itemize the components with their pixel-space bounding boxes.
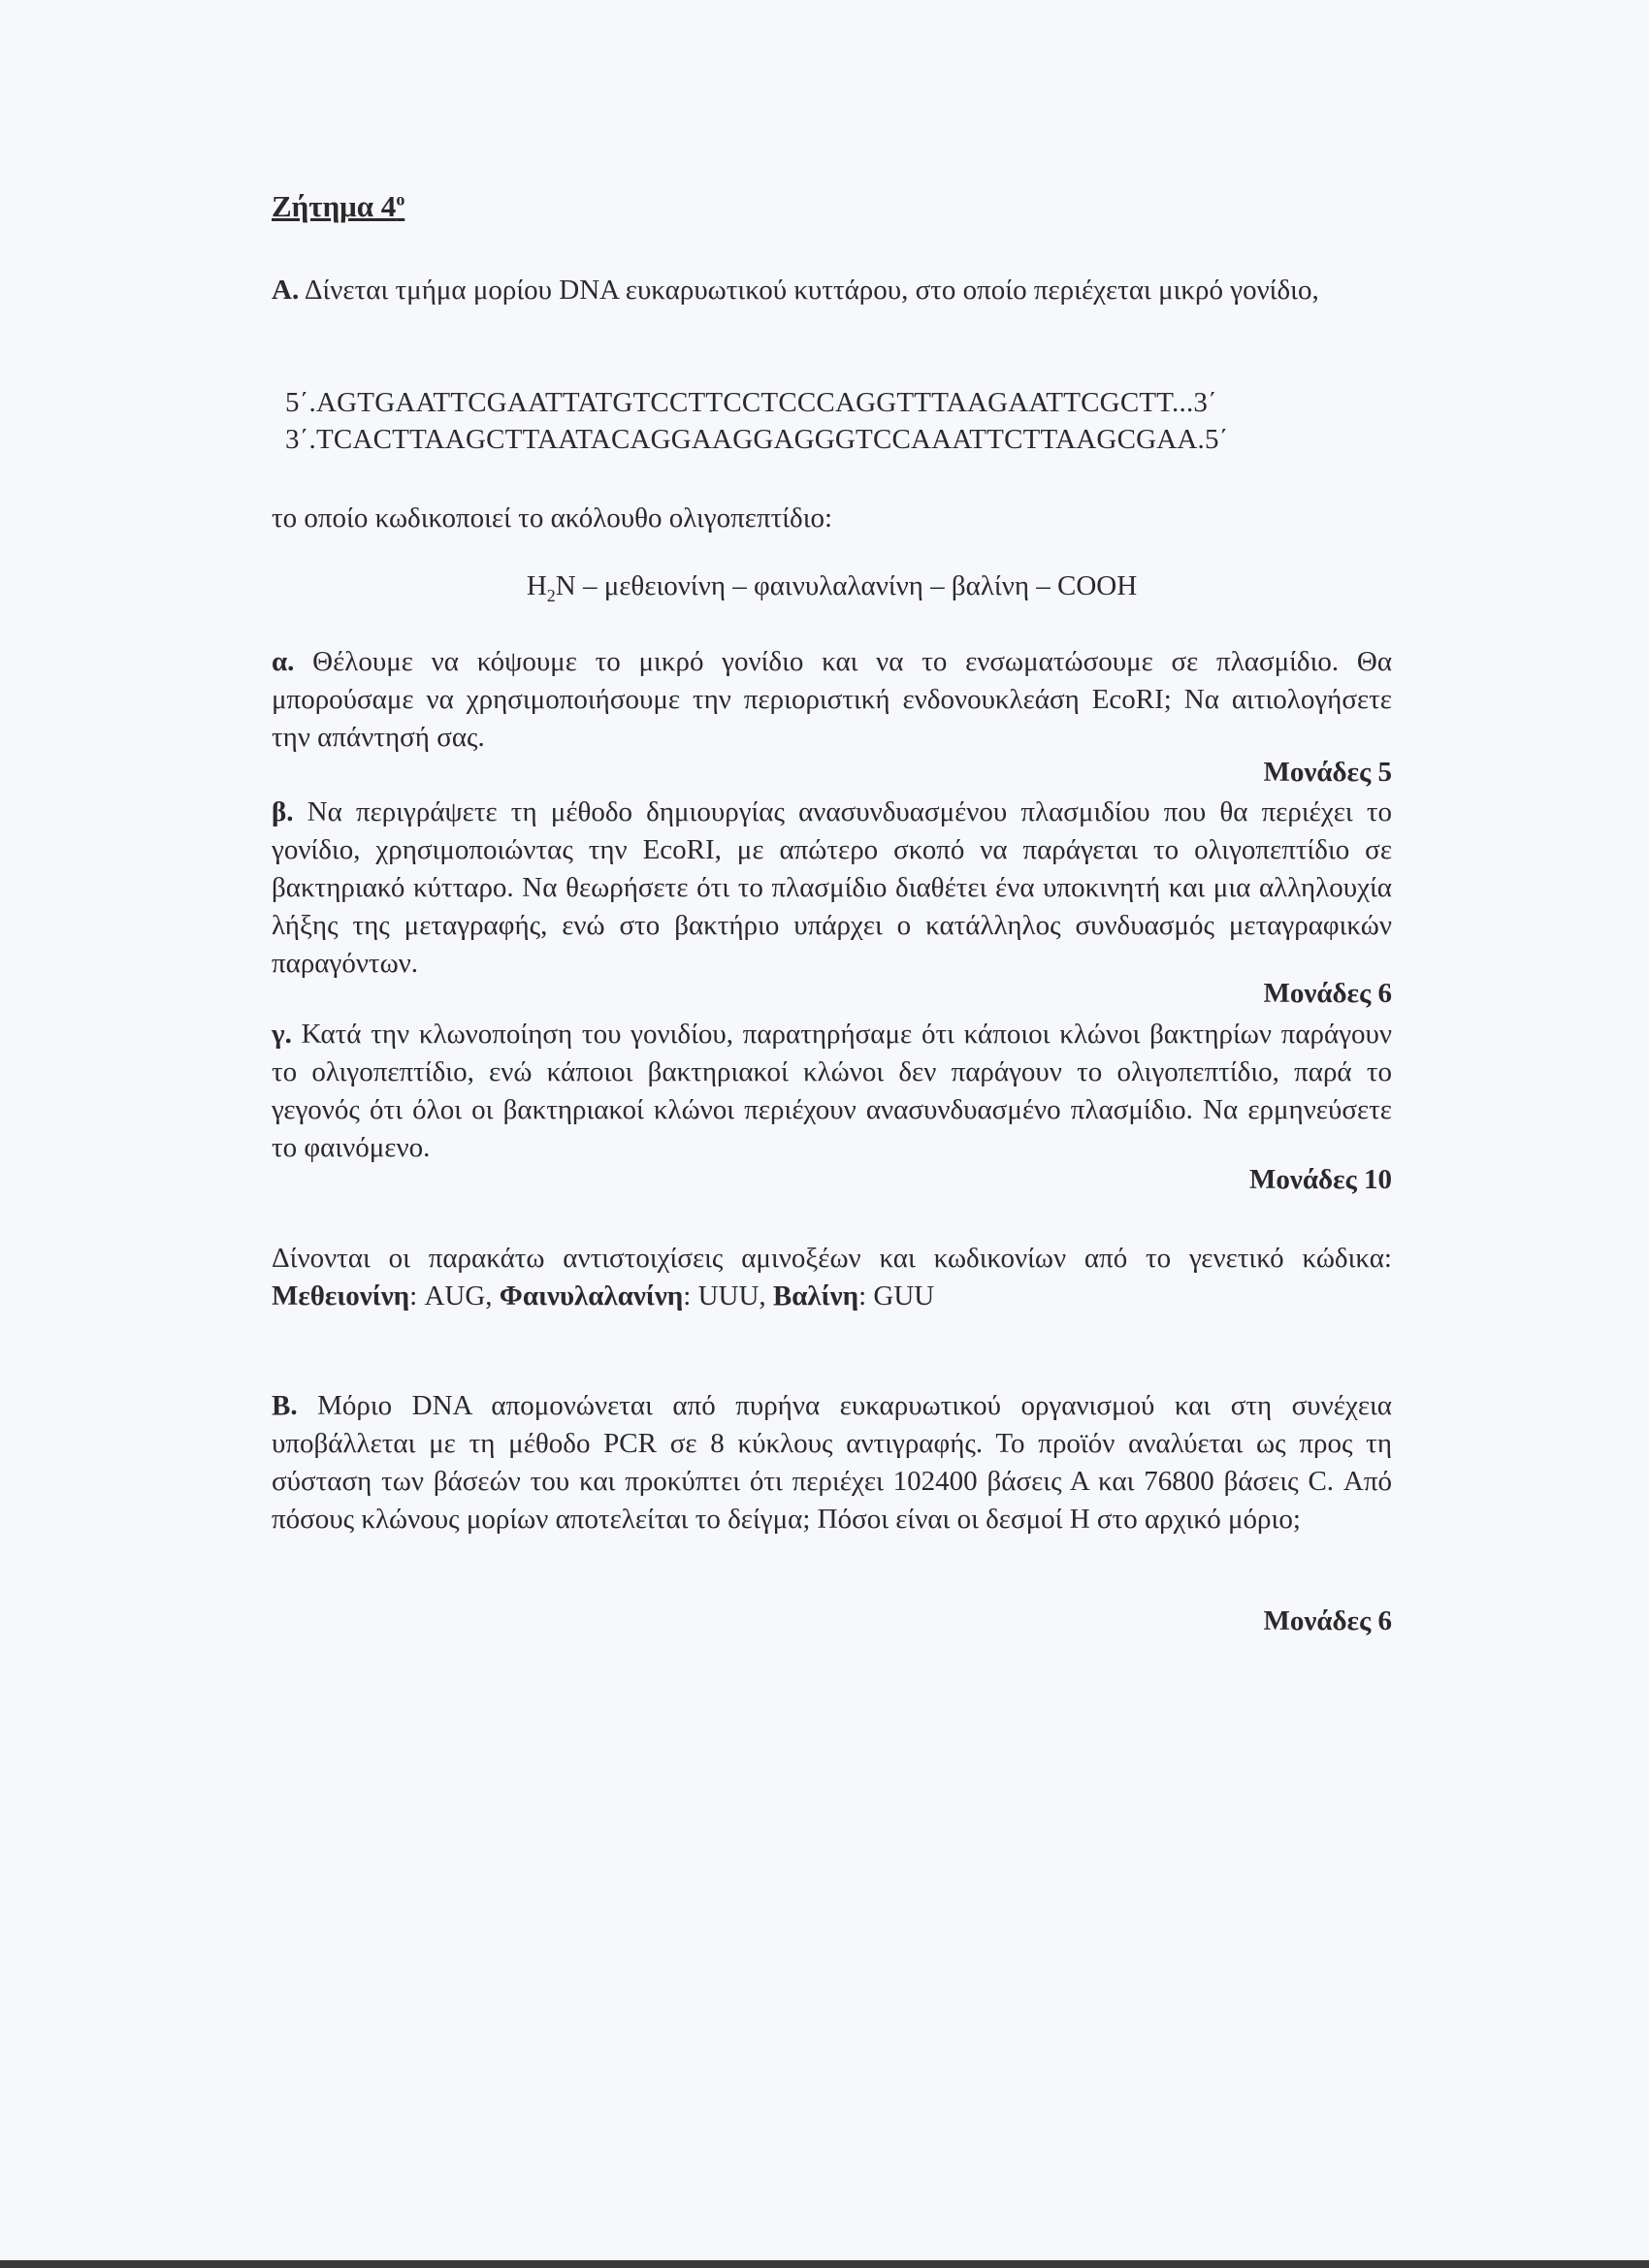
question-b-marks: Μονάδες 6 — [1263, 978, 1392, 1009]
question-b-text: Να περιγράψετε τη μέθοδο δημιουργίας ανασυνδυασμένου πλασμιδίου που θα περιέχει το γονίδιο, χρησιμοποιώντας την EcoRI, με απώτερο σκοπό να παράγεται το ολιγοπεπτίδιο σε βακτηριακό κύτταρο. Να θεωρήσετε ότι το πλασμίδιο διαθέτει ένα υποκινητή και μια αλληλουχία λήξης της μεταγραφής, ενώ στο βακτήριο υπάρχει ο κατάλληλος συνδυασμός μεταγραφικών παραγόντων. — [272, 796, 1393, 979]
peptide-formula: $H_2N$ – μεθειονίνη – φαινυλαλανίνη – βαλίνη – COOH — [526, 570, 1138, 605]
genetic-code-note — [272, 1240, 1392, 1315]
phe-label: Φαινυλαλανίνη — [499, 1280, 684, 1312]
met-label: Μεθειονίνη — [272, 1280, 410, 1312]
question-c-text: Κατά την κλωνοποίηση του γονιδίου, παρατηρήσαμε ότι κάποιοι κλώνοι βακτηρίων παράγουν το ολιγοπεπτίδιο, ενώ κάποιοι βακτηριακοί κλώνοι δεν παράγουν το ολιγοπεπτίδιο, παρά το γεγονός ότι όλοι οι βακτηριακοί κλώνοι περιέχουν ανασυνδυασμένο πλασμίδιο. Να ερμηνεύσετε το φαινόμενο. — [272, 1019, 1393, 1163]
part-a-label: Α. — [272, 275, 300, 306]
question-a-marks: Μονάδες 5 — [1263, 757, 1392, 788]
met-codon: : AUG, — [409, 1280, 493, 1312]
page-title: Ζήτημα $4^o$ — [272, 189, 405, 223]
question-c-marks: Μονάδες 10 — [1249, 1164, 1392, 1195]
question-b-label: β. — [272, 796, 294, 827]
val-codon: : GUU — [858, 1280, 935, 1312]
dna-strand-2: 3΄.TCACTTAAGCTTAATACAGGAAGGAGGGTCCAAATTCTTAAGCGAA.5΄ — [285, 424, 1229, 455]
scan-edge — [0, 2260, 1649, 2268]
question-c-label: γ. — [272, 1019, 292, 1050]
encodes-text: το οποίο κωδικοποιεί το ακόλουθο ολιγοπεπτίδιο: — [272, 502, 833, 534]
genetic-code-intro: Δίνονται οι παρακάτω αντιστοιχίσεις αμινοξέων και κωδικονίων από το γενετικό κώδικα: — [272, 1243, 1392, 1274]
val-label: Βαλίνη — [772, 1280, 859, 1312]
part-a-intro — [272, 272, 1392, 309]
part-b — [272, 1387, 1392, 1539]
question-b — [272, 794, 1392, 983]
question-a — [272, 643, 1392, 757]
part-b-marks: Μονάδες 6 — [1263, 1605, 1392, 1636]
part-a-intro-text: Δίνεται τμήμα μορίου DNA ευκαρυωτικού κυττάρου, στο οποίο περιέχεται μικρό γονίδιο, — [304, 275, 1319, 306]
title-superscript: ο — [396, 189, 405, 210]
part-b-label: Β. — [272, 1390, 298, 1421]
phe-codon: : UUU, — [683, 1280, 766, 1312]
question-a-text: Θέλουμε να κόψουμε το μικρό γονίδιο και να το ενσωματώσουμε σε πλασμίδιο. Θα μπορούσαμε να χρησιμοποιήσουμε την περιοριστική ενδονουκλεάση EcoRI; Να αιτιολογήσετε την απάντησή σας. — [272, 646, 1393, 753]
question-a-label: α. — [272, 646, 295, 677]
dna-strand-1: 5΄.AGTGAATTCGAATTATGTCCTTCCTCCCAGGTTTAAGAATTCGCTT...3΄ — [285, 387, 1217, 418]
part-b-text: Μόριο DNA απομονώνεται από πυρήνα ευκαρυωτικού οργανισμού και στη συνέχεια υποβάλλεται με τη μέθοδο PCR σε 8 κύκλους αντιγραφής. Το προϊόν αναλύεται ως προς τη σύσταση των βάσεών του και προκύπτει ότι περιέχει 102400 βάσεις Α και 76800 βάσεις C. Από πόσους κλώνους μορίων αποτελείται το δείγμα; Πόσοι είναι οι δεσμοί Η στο αρχικό μόριο; — [272, 1390, 1392, 1535]
question-c — [272, 1016, 1392, 1167]
